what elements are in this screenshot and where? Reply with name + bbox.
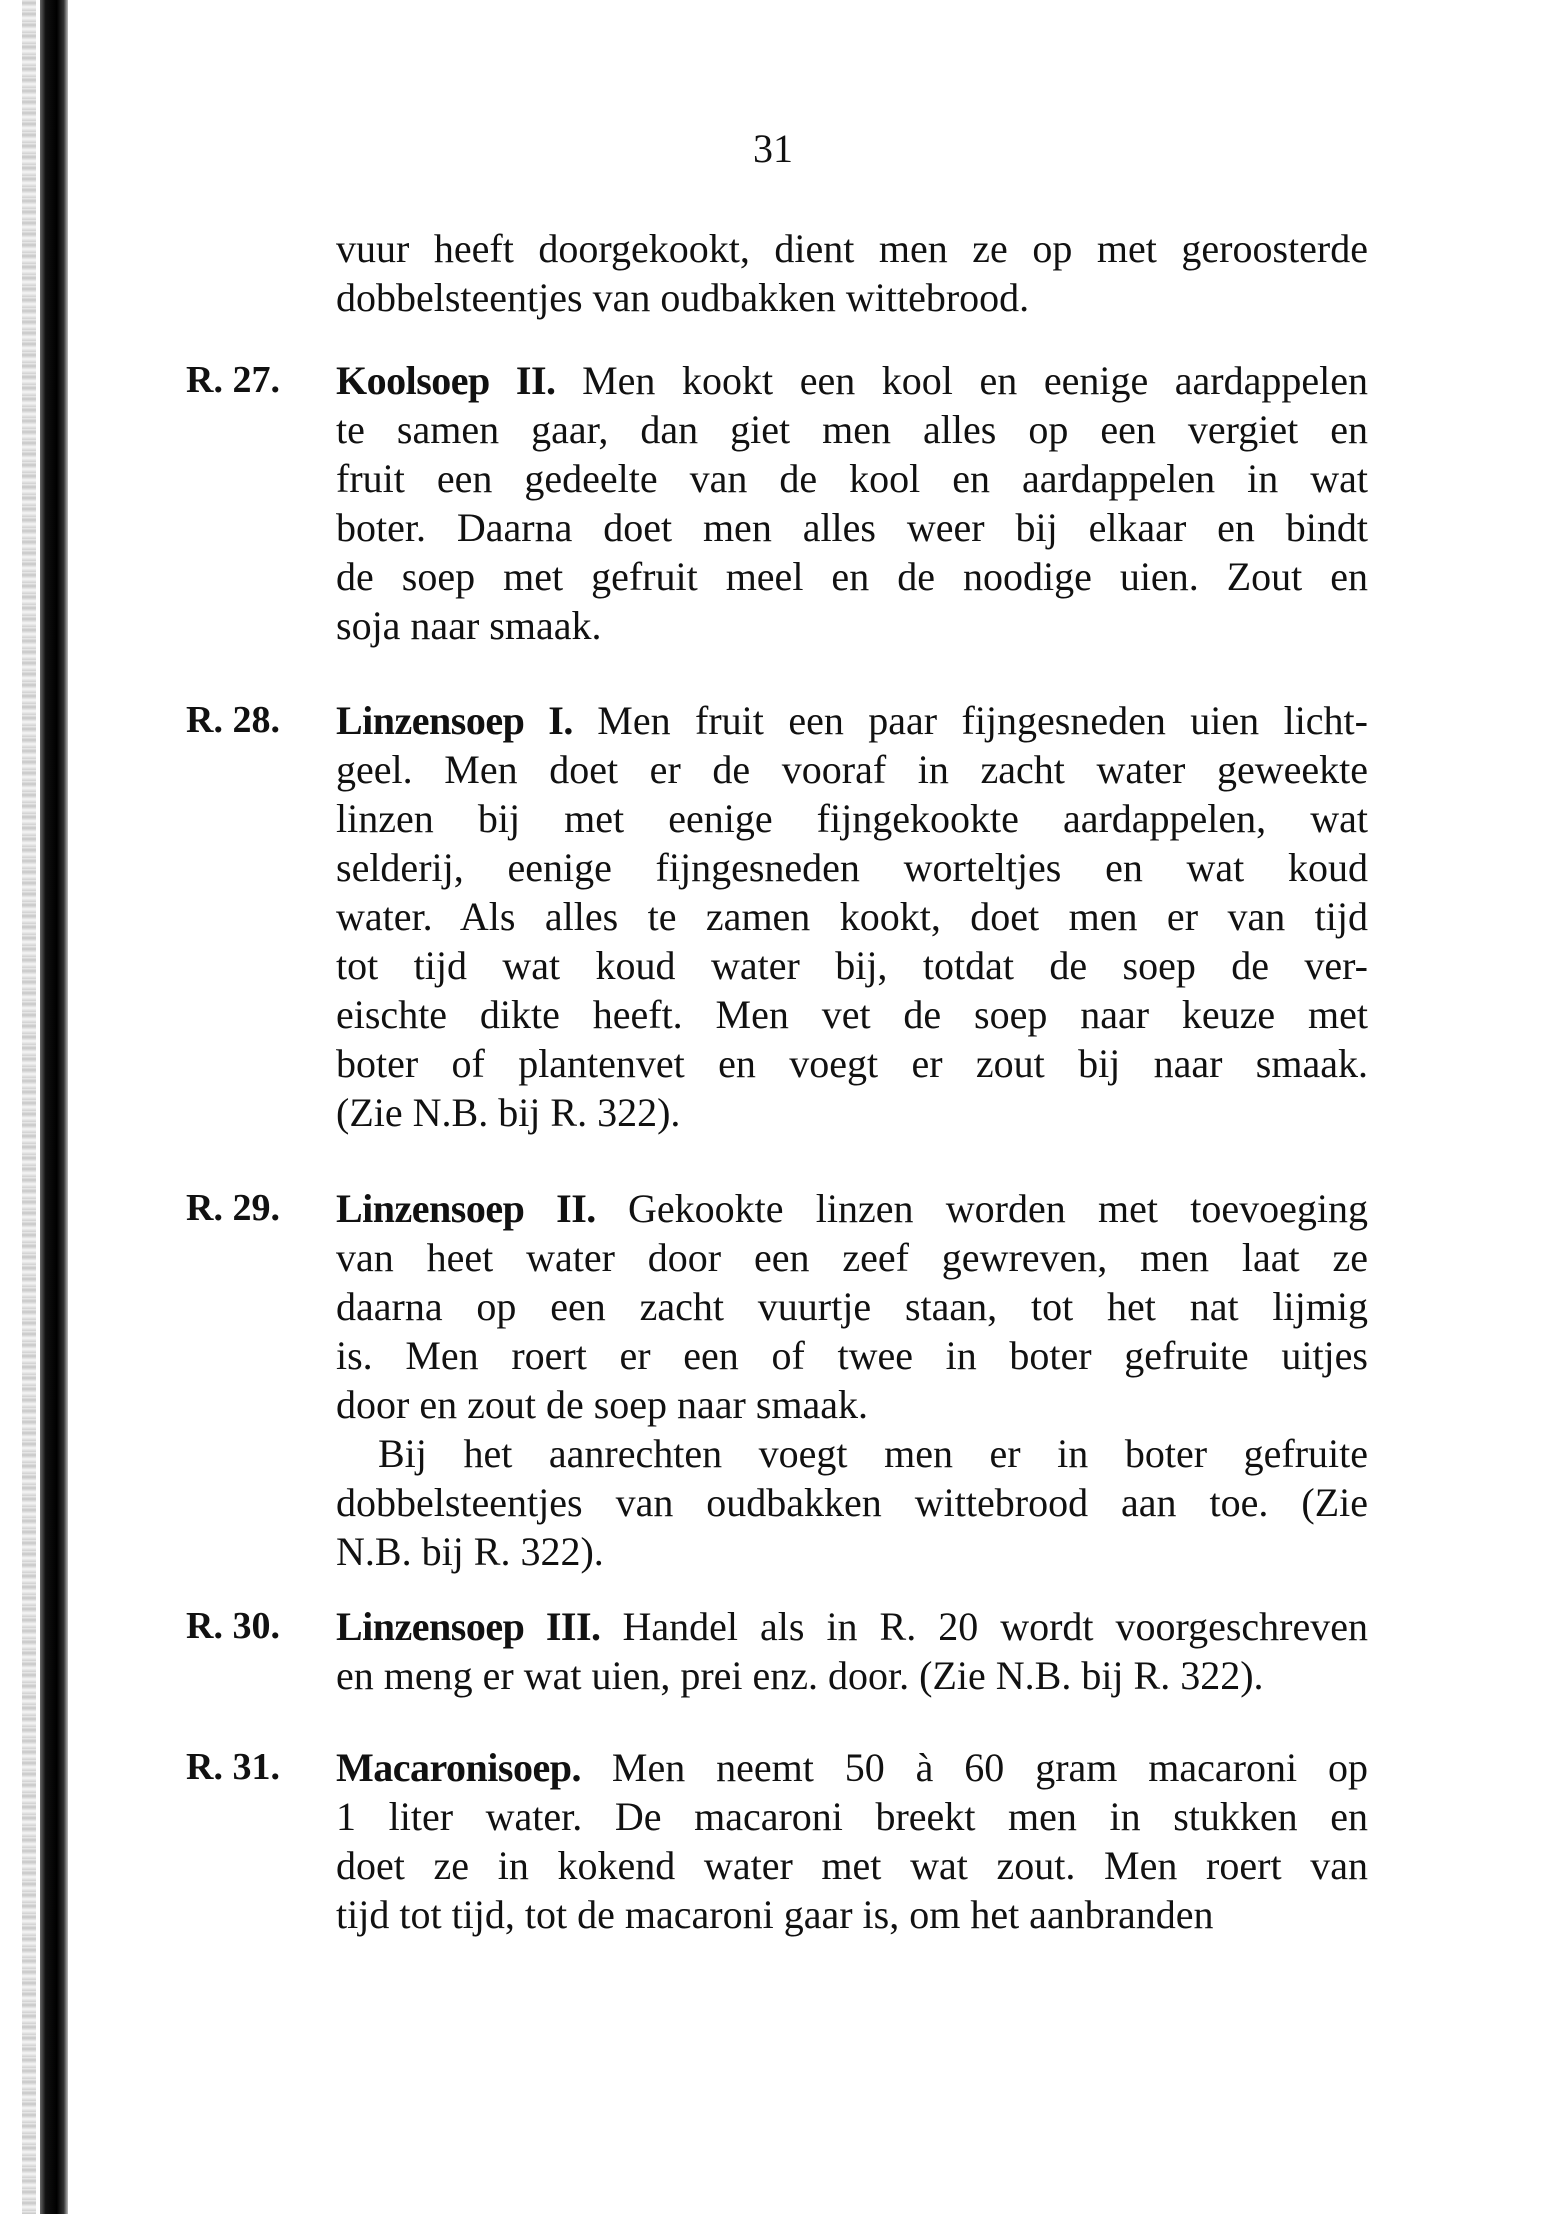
recipe-number: R. 29. — [186, 1187, 280, 1229]
line-text: dobbelsteentjes van oudbakken wittebrood aan toe. (Zie — [336, 1480, 1368, 1525]
page-edge-shadow — [22, 0, 36, 2214]
recipe-r30 — [186, 1602, 1368, 1700]
text-line — [336, 1527, 1368, 1576]
line-text: is. Men roert er een of twee in boter gefruite uitjes — [336, 1333, 1368, 1378]
line-text: Gekookte linzen worden met toevoeging — [595, 1186, 1368, 1231]
text-line — [336, 1282, 1368, 1331]
line-text: Men kookt een kool en eenige aardappelen — [555, 358, 1368, 403]
recipe-title: Macaronisoep. — [336, 1745, 581, 1790]
text-line — [336, 1602, 1368, 1651]
recipe-number: R. 31. — [186, 1746, 280, 1788]
text-line — [336, 941, 1368, 990]
text-line — [336, 794, 1368, 843]
text-line — [336, 503, 1368, 552]
recipe-title: Linzensoep I. — [336, 698, 573, 743]
line-text: (Zie N.B. bij R. 322). — [336, 1090, 681, 1135]
line-text: dobbelsteentjes van oudbakken wittebrood. — [336, 275, 1030, 320]
line-text: tijd tot tijd, tot de macaroni gaar is, om het aanbranden — [336, 1892, 1214, 1937]
text-line — [336, 1184, 1368, 1233]
line-text: doet ze in kokend water met wat zout. Men roert van — [336, 1843, 1368, 1888]
line-text: te samen gaar, dan giet men alles op een vergiet en — [336, 407, 1368, 452]
text-line — [336, 990, 1368, 1039]
text-line — [336, 696, 1368, 745]
line-text: eischte dikte heeft. Men vet de soep naar keuze met — [336, 992, 1368, 1037]
line-text: water. Als alles te zamen kookt, doet men er van tijd — [336, 894, 1368, 939]
text-line — [336, 454, 1368, 503]
text-line — [336, 552, 1368, 601]
recipe-number: R. 27. — [186, 359, 280, 401]
text-line — [336, 1841, 1368, 1890]
line-text: vuur heeft doorgekookt, dient men ze op met geroosterde — [336, 226, 1368, 271]
line-text: boter. Daarna doet men alles weer bij elkaar en bindt — [336, 505, 1368, 550]
line-text: de soep met gefruit meel en de noodige uien. Zout en — [336, 554, 1368, 599]
line-text: Handel als in R. 20 wordt voorgeschreven — [600, 1604, 1368, 1649]
text-line — [336, 1478, 1368, 1527]
recipe-number: R. 30. — [186, 1605, 280, 1647]
text-line — [336, 1792, 1368, 1841]
recipe-title: Linzensoep III. — [336, 1604, 601, 1649]
continued-paragraph — [336, 224, 1368, 322]
text-line — [336, 405, 1368, 454]
text-line — [336, 1429, 1368, 1478]
book-binding-edge — [40, 0, 68, 2214]
line-text: linzen bij met eenige fijngekookte aardappelen, wat — [336, 796, 1368, 841]
recipe-r29 — [186, 1184, 1368, 1576]
line-text: 1 liter water. De macaroni breekt men in stukken en — [336, 1794, 1368, 1839]
line-text: daarna op een zacht vuurtje staan, tot het nat lijmig — [336, 1284, 1368, 1329]
recipe-title: Linzensoep II. — [336, 1186, 596, 1231]
text-line — [336, 1743, 1368, 1792]
line-text: van heet water door een zeef gewreven, men laat ze — [336, 1235, 1368, 1280]
line-text: Men fruit een paar fijngesneden uien licht- — [572, 698, 1368, 743]
text-line — [336, 224, 1368, 273]
line-text: boter of plantenvet en voegt er zout bij naar smaak. — [336, 1041, 1368, 1086]
text-line — [336, 745, 1368, 794]
recipe-r31 — [186, 1743, 1368, 1939]
line-text: Men neemt 50 à 60 gram macaroni op — [580, 1745, 1368, 1790]
line-text: N.B. bij R. 322). — [336, 1529, 604, 1574]
text-line — [336, 1233, 1368, 1282]
recipe-title: Koolsoep II. — [336, 358, 556, 403]
text-line — [336, 601, 1368, 650]
line-text: soja naar smaak. — [336, 603, 602, 648]
line-text: geel. Men doet er de vooraf in zacht water geweekte — [336, 747, 1368, 792]
text-line — [336, 1331, 1368, 1380]
line-text: tot tijd wat koud water bij, totdat de soep de ver- — [336, 943, 1368, 988]
text-line — [336, 1651, 1368, 1700]
line-text: fruit een gedeelte van de kool en aardappelen in wat — [336, 456, 1368, 501]
line-text: en meng er wat uien, prei enz. door. (Zie N.B. bij R. 322). — [336, 1653, 1264, 1698]
text-line — [336, 843, 1368, 892]
text-line — [336, 1039, 1368, 1088]
text-line — [336, 273, 1368, 322]
recipe-number: R. 28. — [186, 699, 280, 741]
text-line — [336, 1088, 1368, 1137]
page-number: 31 — [753, 126, 793, 171]
recipe-r28 — [186, 696, 1368, 1137]
text-line — [336, 892, 1368, 941]
recipe-r27 — [186, 356, 1368, 650]
line-text: Bij het aanrechten voegt men er in boter gefruite — [378, 1431, 1368, 1476]
line-text: door en zout de soep naar smaak. — [336, 1382, 869, 1427]
text-line — [336, 1890, 1368, 1939]
text-line — [336, 1380, 1368, 1429]
text-line — [336, 356, 1368, 405]
line-text: selderij, eenige fijngesneden worteltjes en wat koud — [336, 845, 1368, 890]
